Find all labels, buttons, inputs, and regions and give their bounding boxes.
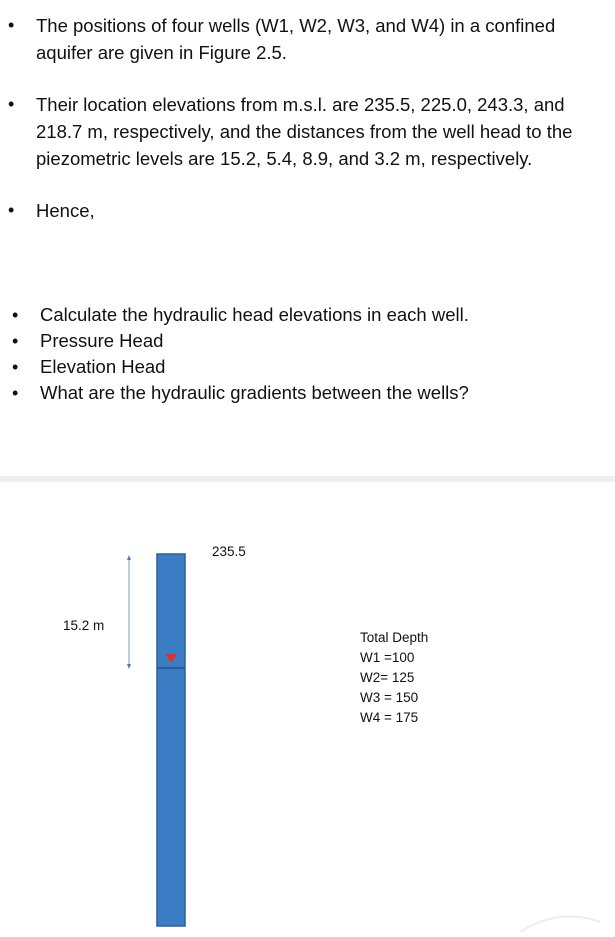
dimension-arrow-up-icon bbox=[127, 555, 131, 560]
dimension-arrow-down-icon bbox=[127, 664, 131, 669]
question-hydraulic-gradients: • What are the hydraulic gradients between the wells? bbox=[40, 380, 600, 406]
bullet-elevations-distances: • Their location elevations from m.s.l. are 235.5, 225.0, 243.3, and 218.7 m, respectively, and the distances from the well head to the piezometric levels are 15.2, 5.4, 8.9, and 3.2 m, respectively. bbox=[36, 91, 606, 172]
total-depth-title: Total Depth bbox=[360, 630, 429, 645]
total-depth-w2: W2= 125 bbox=[360, 670, 415, 685]
question-elevation-head: • Elevation Head bbox=[40, 354, 600, 380]
question-pressure-head: • Pressure Head bbox=[40, 328, 600, 354]
total-depth-w4: W4 = 175 bbox=[360, 710, 419, 725]
bullet-well-positions: • The positions of four wells (W1, W2, W3, and W4) in a confined aquifer are given in Figure 2.5. bbox=[36, 12, 606, 66]
total-depth-w1: W1 =100 bbox=[360, 650, 415, 665]
decorative-arc bbox=[520, 916, 600, 932]
well-casing bbox=[157, 554, 185, 926]
well-diagram bbox=[0, 482, 615, 932]
bullet-hence: • Hence, bbox=[36, 197, 606, 224]
total-depth-w3: W3 = 150 bbox=[360, 690, 419, 705]
depth-to-water-label: 15.2 m bbox=[63, 618, 105, 633]
elevation-label: 235.5 bbox=[212, 544, 246, 559]
well-figure bbox=[0, 482, 615, 932]
question-hydraulic-head: • Calculate the hydraulic head elevations in each well. bbox=[40, 302, 600, 328]
